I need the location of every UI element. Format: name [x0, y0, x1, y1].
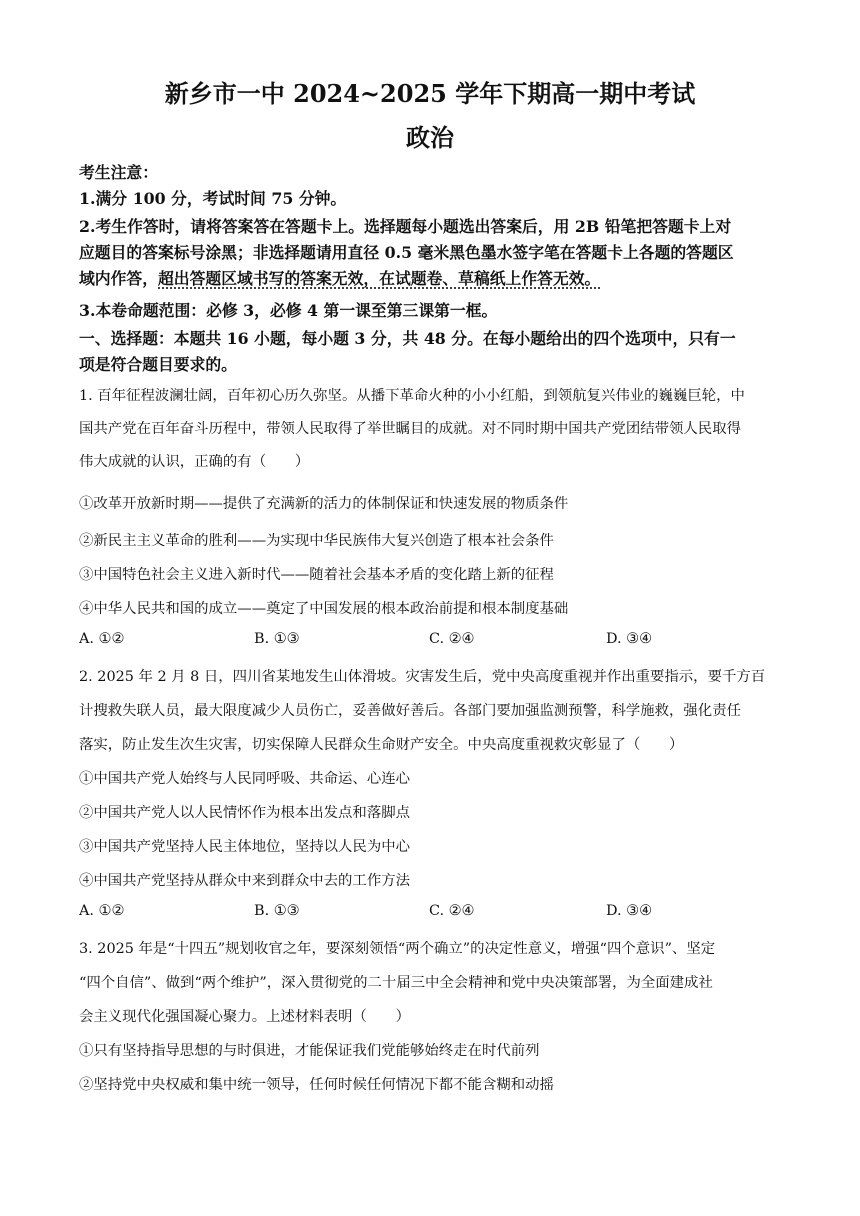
notice-item-2-line-2: 应题目的答案标号涂黑；非选择题请用直径 0.5 毫米黑色墨水签字笔在答题卡上各题的答题区 [79, 243, 734, 262]
q1-option-d: D. ③④ [606, 631, 652, 647]
q3-stem-line-1: 3. 2025 年是“十四五”规划收官之年，要深刻领悟“两个确立”的决定性意义，增强“四个意识”、坚定 [79, 941, 716, 957]
notice-item-2-line-3-start: 域内作答， [79, 269, 158, 288]
notice-item-2-line-3 [79, 266, 785, 289]
notice-heading: 考生注意： [79, 163, 158, 182]
section-1-heading-line-2: 项是符合题目要求的。 [79, 355, 237, 374]
section-1-heading-line-1: 一、选择题：本题共 16 小题，每小题 3 分，共 48 分。在每小题给出的四个选项中，只有一 [79, 329, 736, 348]
q1-option-c: C. ②④ [429, 631, 475, 647]
q2-option-c: C. ②④ [429, 903, 475, 919]
q2-option-b: B. ①③ [254, 903, 300, 919]
q2-statement-4: ④中国共产党坚持从群众中来到群众中去的工作方法 [79, 873, 410, 889]
q2-stem-line-1: 2. 2025 年 2 月 8 日，四川省某地发生山体滑坡。灾害发生后，党中央高度重视并作出重要指示，要千方百 [79, 669, 766, 685]
notice-item-2-line-3-emphasis: 超出答题区域书写的答案无效，在试题卷、草稿纸上作答无效。 [158, 269, 601, 288]
q1-stem-line-3: 伟大成就的认识，正确的有（ ） [79, 454, 310, 470]
q1-option-b: B. ①③ [254, 631, 300, 647]
q2-statement-3: ③中国共产党坚持人民主体地位，坚持以人民为中心 [79, 839, 410, 855]
q1-statement-4: ④中华人民共和国的成立——奠定了中国发展的根本政治前提和根本制度基础 [79, 601, 569, 617]
notice-item-1: 1.满分 100 分，考试时间 75 分钟。 [79, 189, 347, 208]
subject-title: 政治 [406, 123, 454, 152]
q1-statement-2: ②新民主主义革命的胜利——为实现中华民族伟大复兴创造了根本社会条件 [79, 533, 554, 549]
q2-stem-line-2: 计搜救失联人员，最大限度减少人员伤亡，妥善做好善后。各部门要加强监测预警，科学施救，强化责任 [79, 703, 741, 719]
notice-item-3: 3.本卷命题范围：必修 3，必修 4 第一课至第三课第一框。 [79, 301, 498, 320]
q2-option-d: D. ③④ [606, 903, 652, 919]
q1-statement-1: ①改革开放新时期——提供了充满新的活力的体制保证和快速发展的物质条件 [79, 496, 569, 512]
q1-option-a: A. ①② [79, 631, 125, 647]
q2-statement-1: ①中国共产党人始终与人民同呼吸、共命运、心连心 [79, 771, 410, 787]
q2-option-a: A. ①② [79, 903, 125, 919]
q2-statement-2: ②中国共产党人以人民情怀作为根本出发点和落脚点 [79, 805, 410, 821]
q1-statement-3: ③中国特色社会主义进入新时代——随着社会基本矛盾的变化踏上新的征程 [79, 567, 554, 583]
q3-statement-2: ②坚持党中央权威和集中统一领导，任何时候任何情况下都不能含糊和动摇 [79, 1077, 554, 1093]
q1-stem-line-2: 国共产党在百年奋斗历程中，带领人民取得了举世瞩目的成就。对不同时期中国共产党团结带领人民取得 [79, 421, 741, 437]
q1-stem-line-1: 1. 百年征程波澜壮阔，百年初心历久弥坚。从播下革命火种的小小红船，到领航复兴伟业的巍巍巨轮，中 [79, 388, 745, 404]
q3-statement-1: ①只有坚持指导思想的与时俱进，才能保证我们党能够始终走在时代前列 [79, 1043, 540, 1059]
exam-title: 新乡市一中 2024~2025 学年下期高一期中考试 [164, 79, 696, 108]
q3-stem-line-3: 会主义现代化强国凝心聚力。上述材料表明（ ） [79, 1009, 410, 1025]
q2-stem-line-3: 落实，防止发生次生灾害，切实保障人民群众生命财产安全。中央高度重视救灾彰显了（ ） [79, 737, 684, 753]
notice-item-2-line-1: 2.考生作答时，请将答案答在答题卡上。选择题每小题选出答案后，用 2B 铅笔把答题卡上对 [79, 217, 732, 236]
q3-stem-line-2: “四个自信”、做到“两个维护”，深入贯彻党的二十届三中全会精神和党中央决策部署，为全面建成社 [79, 975, 713, 991]
